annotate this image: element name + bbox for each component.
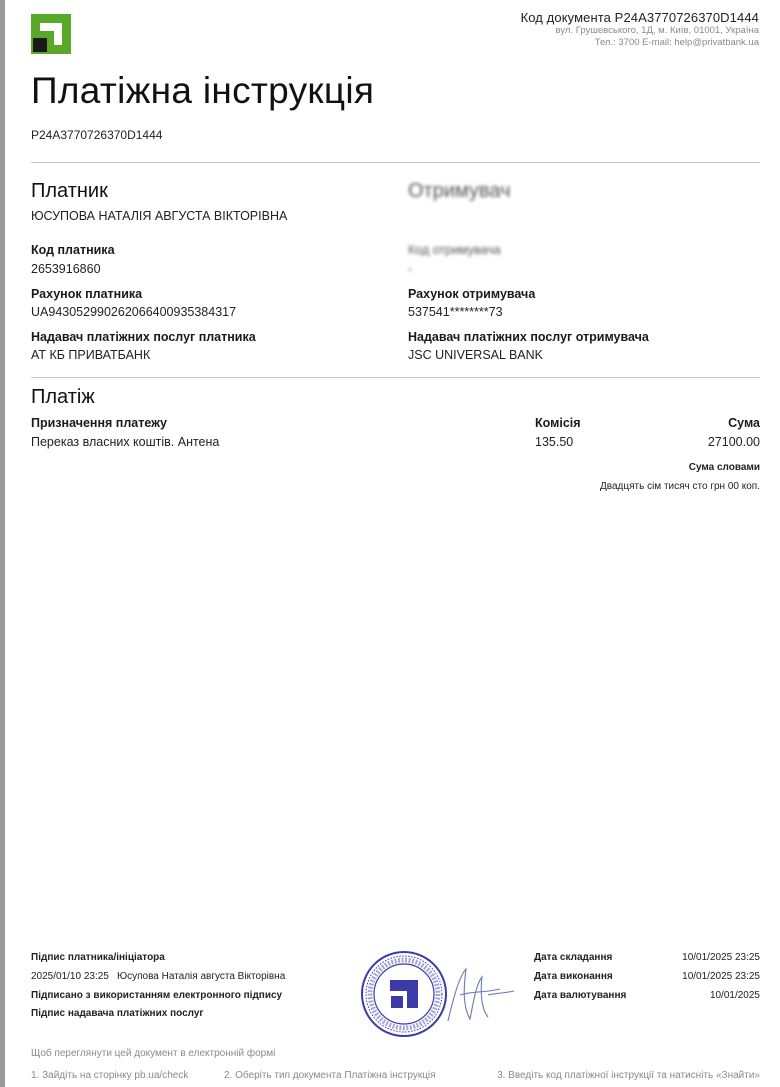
- recipient-account-label: Рахунок отримувача: [408, 287, 536, 301]
- payer-account: UA943052990262066400935384317: [31, 305, 237, 319]
- payer-account-label: Рахунок платника: [31, 287, 143, 301]
- payer-heading: Платник: [31, 180, 108, 202]
- value-date-label: Дата валютування: [534, 990, 627, 1001]
- privatbank-logo: [31, 14, 71, 54]
- e-signature-label: Підписано з використанням електронного підпису: [31, 990, 283, 1001]
- bank-address: вул. Грушевського, 1Д, м. Київ, 01001, Україна: [555, 25, 759, 36]
- footer-step-2: 2. Оберіть тип документа Платіжна інструкція: [224, 1070, 436, 1081]
- document-code: P24A3770726370D1444: [31, 128, 163, 142]
- handwritten-signature: [440, 955, 520, 1035]
- footer-step-3: 3. Введіть код платіжної інструкції та натисніть «Знайти»: [497, 1070, 760, 1081]
- payer-code-label: Код платника: [31, 243, 115, 257]
- payer-signature-label: Підпис платника/ініціатора: [31, 952, 165, 963]
- divider: [31, 377, 760, 378]
- footer-intro: Щоб переглянути цей документ в електронній формі: [31, 1048, 276, 1059]
- executed-date-label: Дата виконання: [534, 971, 613, 982]
- recipient-provider: JSC UNIVERSAL BANK: [408, 348, 543, 362]
- sum-words-label: Сума словами: [688, 462, 760, 473]
- recipient-heading: Отримувач: [408, 180, 511, 202]
- footer-step-1: 1. Зайдіть на сторінку pb.ua/check: [31, 1070, 189, 1081]
- document-header: [521, 10, 759, 49]
- sum-label: Сума: [728, 416, 760, 430]
- payment-heading: Платіж: [31, 386, 95, 408]
- recipient-code-label: Код отримувача: [408, 243, 501, 257]
- purpose-label: Призначення платежу: [31, 416, 167, 430]
- value-date: 10/01/2025: [709, 990, 760, 1001]
- provider-signature-label: Підпис надавача платіжних послуг: [31, 1008, 204, 1019]
- bank-stamp: [360, 950, 448, 1038]
- bank-contacts: Тел.: 3700 E-mail: help@privatbank.ua: [594, 37, 759, 48]
- fee-value: 135.50: [535, 435, 574, 449]
- payer-code: 2653916860: [31, 262, 101, 276]
- created-date: 10/01/2025 23:25: [682, 952, 760, 963]
- fee-label: Комісія: [535, 416, 581, 430]
- signer-name: Юсупова Наталія августа Вікторівна: [117, 971, 286, 982]
- payer-provider: АТ КБ ПРИВАТБАНК: [31, 348, 151, 362]
- signature-datetime: 2025/01/10 23:25: [31, 971, 109, 982]
- payer-provider-label: Надавач платіжних послуг платника: [31, 330, 256, 344]
- executed-date: 10/01/2025 23:25: [682, 971, 760, 982]
- created-date-label: Дата складання: [534, 952, 613, 963]
- page-title: Платіжна інструкція: [31, 70, 375, 111]
- sum-words-value: Двадцять сім тисяч сто грн 00 коп.: [600, 481, 760, 492]
- recipient-account: 537541********73: [408, 305, 503, 319]
- purpose-value: Переказ власних коштів. Антена: [31, 435, 220, 449]
- payer-name: ЮСУПОВА НАТАЛІЯ АВГУСТА ВІКТОРІВНА: [31, 209, 288, 223]
- sum-value: 27100.00: [707, 435, 760, 449]
- recipient-code: -: [408, 262, 413, 276]
- recipient-provider-label: Надавач платіжних послуг отримувача: [408, 330, 649, 344]
- divider: [31, 162, 760, 163]
- page-edge: [0, 0, 5, 1087]
- header-doc-code: Код документа P24A3770726370D1444: [520, 10, 759, 25]
